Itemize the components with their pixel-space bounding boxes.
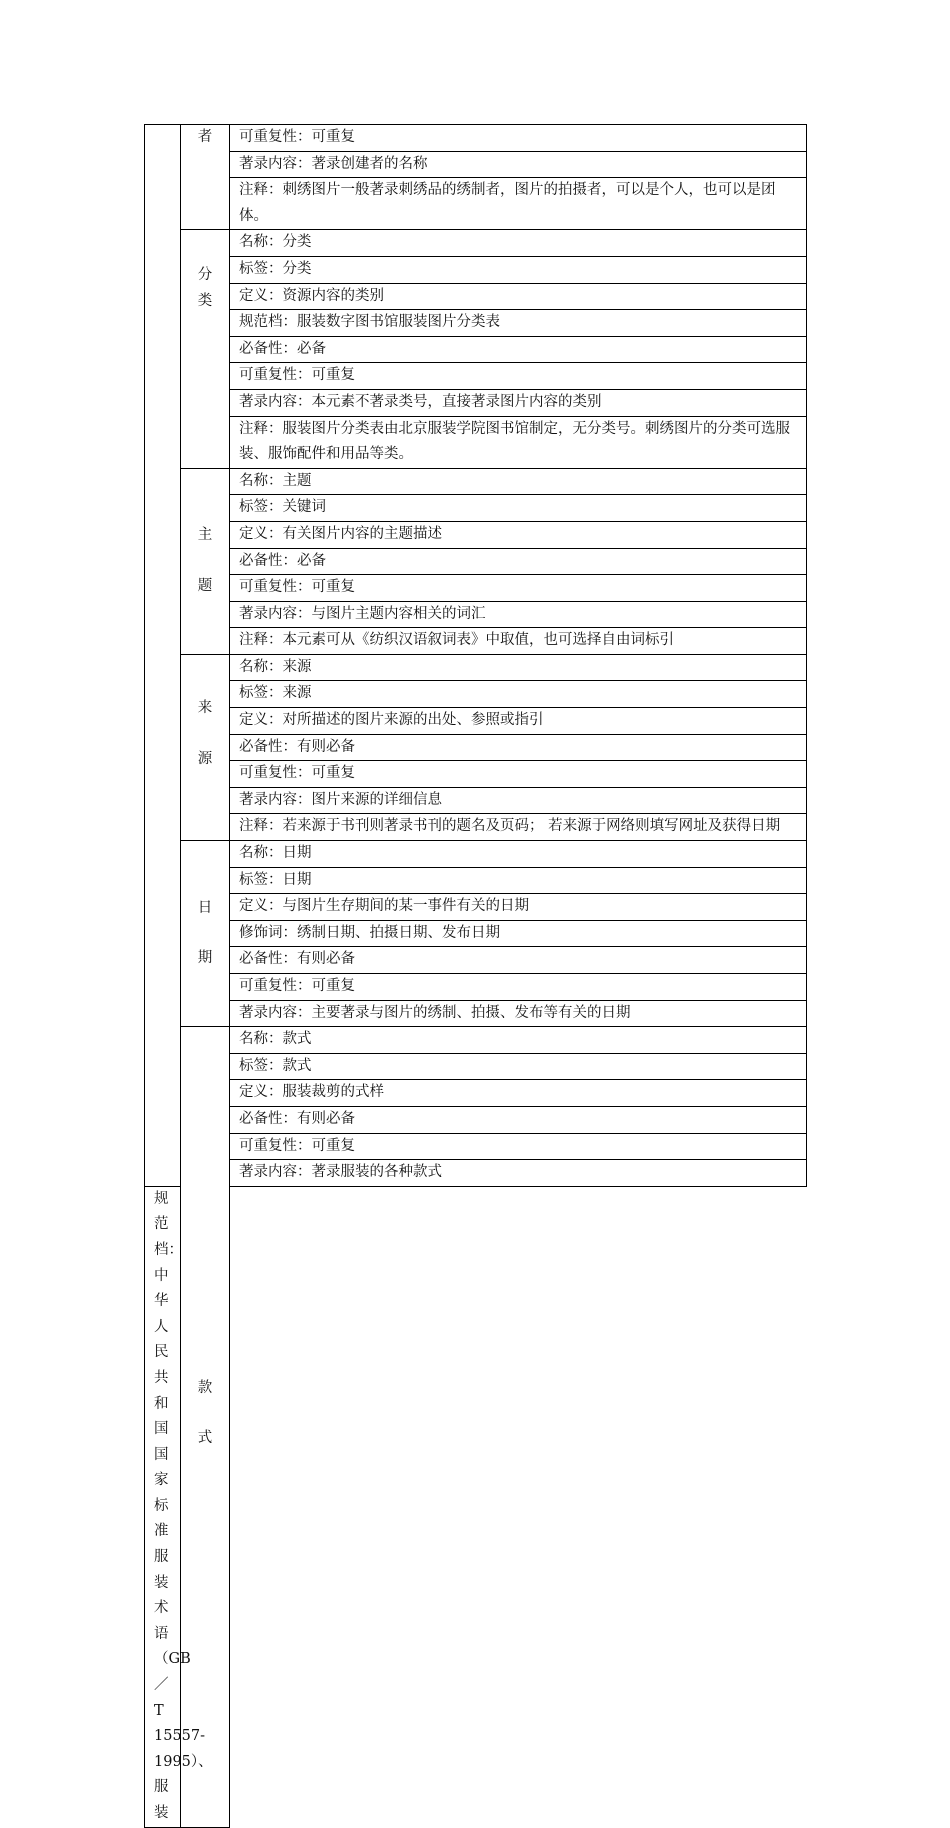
- field-cell: 定义：服装裁剪的式样: [230, 1080, 807, 1107]
- field-cell: 可重复性：可重复: [230, 125, 807, 152]
- field-cell: 定义：资源内容的类别: [230, 283, 807, 310]
- table-row: [145, 708, 807, 735]
- table-row: [145, 1106, 807, 1133]
- field-cell: 著录内容：著录服装的各种款式: [230, 1160, 807, 1187]
- field-cell: 可重复性：可重复: [230, 1133, 807, 1160]
- table-row: [145, 336, 807, 363]
- field-cell: 名称：来源: [230, 654, 807, 681]
- field-cell: 必备性：有则必备: [230, 1106, 807, 1133]
- field-cell: 著录内容：著录创建者的名称: [230, 151, 807, 178]
- table-row: [145, 894, 807, 921]
- table-row: [145, 151, 807, 178]
- table-row: [145, 283, 807, 310]
- field-cell: 著录内容：与图片主题内容相关的词汇: [230, 601, 807, 628]
- table-row: [145, 920, 807, 947]
- field-cell: 注释：若来源于书刊则著录书刊的题名及页码； 若来源于网络则填写网址及获得日期: [230, 814, 807, 841]
- table-row: [145, 654, 807, 681]
- field-cell: 标签：分类: [230, 256, 807, 283]
- element-name-cell: [181, 1027, 230, 1827]
- field-cell: 注释：刺绣图片一般著录刺绣品的绣制者，图片的拍摄者，可以是个人，也可以是团体。: [230, 178, 807, 230]
- table-row: [145, 734, 807, 761]
- table-row: [145, 1027, 807, 1054]
- outer-column-cell: [145, 125, 181, 1187]
- table-row: [145, 1186, 807, 1827]
- table-row: [145, 416, 807, 468]
- field-cell: 可重复性：可重复: [230, 974, 807, 1001]
- element-name-char: 分: [197, 267, 213, 284]
- field-cell: 注释：服装图片分类表由北京服装学院图书馆制定，无分类号。刺绣图片的分类可选服装、服饰配件和用品等类。: [230, 416, 807, 468]
- field-cell: 必备性：有则必备: [230, 947, 807, 974]
- field-cell: 标签：日期: [230, 867, 807, 894]
- table-row: [145, 548, 807, 575]
- table-row: [145, 125, 807, 152]
- table-row: [145, 468, 807, 495]
- table-row: [145, 787, 807, 814]
- table-row: [145, 681, 807, 708]
- table-row: [145, 575, 807, 602]
- element-name-cell: [181, 841, 230, 1027]
- field-cell: 注释：本元素可从《纺织汉语叙词表》中取值，也可选择自由词标引: [230, 628, 807, 655]
- table-row: [145, 230, 807, 257]
- element-name-cell: [181, 230, 230, 468]
- field-cell: 定义：与图片生存期间的某一事件有关的日期: [230, 894, 807, 921]
- field-cell: 定义：对所描述的图片来源的出处、参照或指引: [230, 708, 807, 735]
- table-row: [145, 1160, 807, 1187]
- table-row: [145, 495, 807, 522]
- table-row: [145, 974, 807, 1001]
- field-cell: 著录内容：图片来源的详细信息: [230, 787, 807, 814]
- table-row: [145, 814, 807, 841]
- field-cell: 标签：关键词: [230, 495, 807, 522]
- element-name-char: 者: [197, 129, 213, 145]
- field-cell: 标签：款式: [230, 1053, 807, 1080]
- field-cell: 名称：日期: [230, 841, 807, 868]
- field-cell: 可重复性：可重复: [230, 575, 807, 602]
- field-cell: 规范档：服装数字图书馆服装图片分类表: [230, 310, 807, 337]
- field-cell: 定义：有关图片内容的主题描述: [230, 521, 807, 548]
- element-name-char: 来: [197, 700, 213, 717]
- table-row: [145, 256, 807, 283]
- table-row: [145, 761, 807, 788]
- field-cell: 必备性：有则必备: [230, 734, 807, 761]
- table-row: [145, 1053, 807, 1080]
- field-cell: 可重复性：可重复: [230, 363, 807, 390]
- field-cell: 必备性：必备: [230, 548, 807, 575]
- table-row: [145, 628, 807, 655]
- element-name-cell: [181, 654, 230, 840]
- table-row: [145, 310, 807, 337]
- element-name-char: 式: [197, 1430, 213, 1447]
- table-row: [145, 601, 807, 628]
- element-name-cell: [181, 468, 230, 654]
- element-name-char: 期: [197, 950, 213, 967]
- field-cell: 著录内容：本元素不著录类号，直接著录图片内容的类别: [230, 389, 807, 416]
- field-cell: 可重复性：可重复: [230, 761, 807, 788]
- field-cell: 名称：主题: [230, 468, 807, 495]
- metadata-table: [144, 124, 807, 1828]
- table-row: [145, 947, 807, 974]
- table-row: [145, 841, 807, 868]
- field-cell: 修饰词：绣制日期、拍摄日期、发布日期: [230, 920, 807, 947]
- table-row: [145, 521, 807, 548]
- table-row: [145, 363, 807, 390]
- field-cell: 名称：款式: [230, 1027, 807, 1054]
- table-row: [145, 1000, 807, 1027]
- element-name-char: 款: [197, 1379, 213, 1396]
- element-name-cell: [181, 125, 230, 230]
- table-row: [145, 178, 807, 230]
- field-cell: 规范档：中华人民共和国国家标准服装术语（GB ／T 15557-1995）、服装: [145, 1186, 181, 1827]
- table-row: [145, 389, 807, 416]
- element-name-char: 日: [197, 899, 213, 916]
- table-row: [145, 1080, 807, 1107]
- field-cell: 著录内容：主要著录与图片的绣制、拍摄、发布等有关的日期: [230, 1000, 807, 1027]
- table-row: [145, 1133, 807, 1160]
- table-row: [145, 867, 807, 894]
- field-cell: 名称：分类: [230, 230, 807, 257]
- field-cell: 必备性：必备: [230, 336, 807, 363]
- element-name-char: 类: [197, 293, 213, 310]
- field-cell: 标签：来源: [230, 681, 807, 708]
- element-name-char: 源: [197, 750, 213, 767]
- element-name-char: 题: [197, 577, 213, 594]
- element-name-char: 主: [197, 527, 213, 544]
